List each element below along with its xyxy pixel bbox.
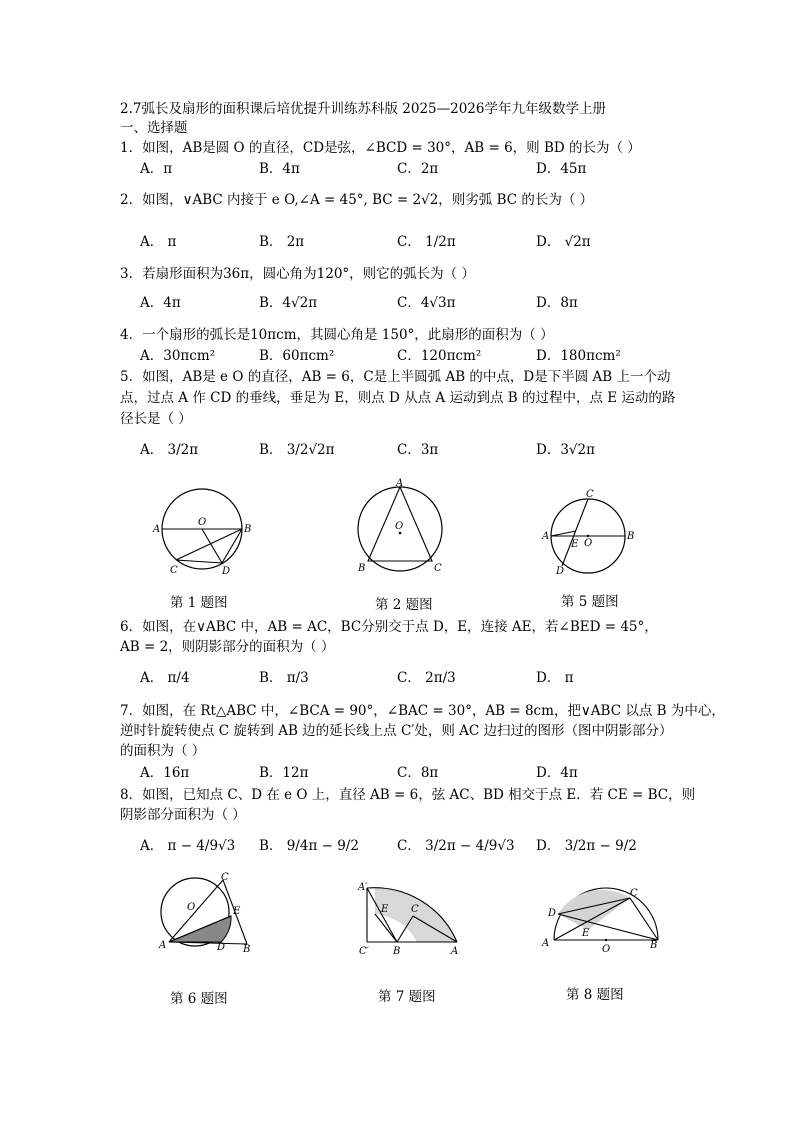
fig5-label-a: A: [542, 531, 550, 542]
q1-option-c: C．2π: [397, 161, 439, 177]
q5-option-a: A． 3/2π: [140, 442, 199, 458]
fig7-label-a-prime: A′: [358, 882, 368, 893]
fig1-label-c: C: [170, 565, 178, 576]
fig5-label-b: B: [627, 531, 635, 542]
question-7-line-3: 的面积为（ ）: [120, 743, 206, 759]
q8-option-a: A． π − 4/9√3: [140, 838, 236, 854]
question-5-line-3: 径长是（ ）: [120, 411, 192, 427]
fig6-label-c: C: [221, 872, 229, 883]
fig8-label-e: E: [582, 928, 590, 939]
q1-option-d: D．45π: [536, 161, 587, 177]
q6-option-b: B． π/3: [259, 670, 309, 686]
question-7-line-1: 7．如图，在 Rt△ABC 中，∠BCA = 90°，∠BAC = 30°，AB = 8cm，把∨ABC 以点 B 为中心，: [120, 703, 725, 719]
section-heading: 一、选择题: [120, 120, 188, 136]
q5-option-b: B． 3/2√2π: [259, 442, 335, 458]
q7-option-a: A．16π: [140, 765, 190, 781]
figure-7-caption: 第 7 题图: [378, 989, 436, 1005]
fig6-label-d: D: [217, 942, 226, 953]
fig1-label-o: O: [198, 517, 207, 528]
q4-option-d: D．180πcm²: [536, 348, 621, 364]
q1-option-a: A．π: [140, 161, 173, 177]
question-3-text: 3．若扇形面积为36π，圆心角为120°，则它的弧长为（ ）: [120, 266, 475, 282]
fig6-label-a: A: [159, 940, 167, 951]
figure-8: [540, 890, 660, 958]
figure-6: [155, 872, 255, 955]
q5-option-d: D．3√2π: [536, 442, 595, 458]
figure-5-caption: 第 5 题图: [561, 594, 619, 610]
fig2-label-b: B: [358, 563, 366, 574]
fig2-label-c: C: [434, 563, 442, 574]
q8-option-d: D． 3/2π − 9/2: [536, 838, 637, 854]
fig5-label-d: D: [556, 566, 565, 577]
page-title: 2.7弧长及扇形的面积课后培优提升训练苏科版 2025—2026学年九年级数学上册: [120, 101, 606, 117]
fig1-label-a: A: [153, 524, 161, 535]
question-5-line-1: 5．如图，AB是 e O 的直径，AB = 6，C是上半圆弧 AB 的中点，D是下半圆 AB 上一个动: [120, 369, 671, 385]
q4-option-a: A．30πcm²: [140, 348, 216, 364]
q1-option-b: B．4π: [259, 161, 300, 177]
figure-8-caption: 第 8 题图: [566, 987, 624, 1003]
q4-option-b: B．60πcm²: [259, 348, 335, 364]
fig2-label-a: A: [396, 478, 404, 489]
figure-1-caption: 第 1 题图: [170, 595, 228, 611]
fig1-label-b: B: [244, 524, 252, 535]
q2-option-b: B． 2π: [259, 234, 305, 250]
figure-1: [150, 488, 260, 580]
q6-option-d: D． π: [536, 670, 574, 686]
q2-option-c: C． 1/2π: [397, 234, 456, 250]
figure-6-caption: 第 6 题图: [170, 991, 228, 1007]
question-5-line-2: 点，过点 A 作 CD 的垂线，垂足为 E，则点 D 从点 A 运动到点 B 的过程中，点 E 运动的路: [120, 390, 676, 406]
q2-option-a: A． π: [140, 234, 177, 250]
q6-option-c: C． 2π/3: [397, 670, 456, 686]
q6-option-a: A． π/4: [140, 670, 190, 686]
q3-option-a: A．4π: [140, 295, 181, 311]
fig8-label-d: D: [548, 908, 557, 919]
q2-option-d: D． √2π: [536, 234, 591, 250]
q3-option-c: C．4√3π: [397, 295, 456, 311]
figure-2: [350, 478, 450, 579]
q3-option-d: D．8π: [536, 295, 578, 311]
fig7-label-c: C: [411, 904, 419, 915]
question-1-text: 1．如图，AB是圆 O 的直径，CD是弦，∠BCD = 30°，AB = 6，则 BD 的长为（ ）: [120, 140, 641, 156]
fig5-label-o: O: [584, 538, 593, 549]
figure-5: [540, 488, 640, 578]
fig6-label-b: B: [243, 944, 251, 955]
q7-option-b: B．12π: [259, 765, 309, 781]
question-2-text: 2．如图，∨ABC 内接于 e O,∠A = 45°, BC = 2√2，则劣弧 BC 的长为（ ）: [120, 192, 594, 208]
q5-option-c: C．3π: [397, 442, 439, 458]
fig7-label-e: E: [381, 904, 389, 915]
fig8-label-o: O: [602, 944, 611, 955]
fig7-label-c-prime: C′: [359, 946, 369, 957]
q8-option-c: C． 3/2π − 4/9√3: [397, 838, 515, 854]
question-8-line-2: 阴影部分面积为（ ）: [120, 807, 246, 823]
question-4-text: 4．一个扇形的弧长是10πcm，其圆心角是 150°，此扇形的面积为（ ）: [120, 327, 554, 343]
question-6-line-2: AB = 2，则阴影部分的面积为（ ）: [120, 639, 335, 655]
q7-option-c: C．8π: [397, 765, 439, 781]
q8-option-b: B． 9/4π − 9/2: [259, 838, 359, 854]
fig8-label-b: B: [650, 940, 658, 951]
fig7-label-a: A: [451, 946, 459, 957]
question-8-line-1: 8．如图，已知点 C、D 在 e O 上，直径 AB = 6，弦 AC、BD 相交于点 E．若 CE = BC，则: [120, 787, 696, 803]
fig6-label-o: O: [187, 902, 196, 913]
fig8-label-c: C: [630, 888, 638, 899]
question-7-line-2: 逆时针旋转使点 C 旋转到 AB 边的延长线上点 C′处，则 AC 边扫过的图形（图中阴影部分）: [120, 723, 673, 739]
fig5-label-c: C: [586, 489, 594, 500]
figure-2-caption: 第 2 题图: [375, 597, 433, 613]
question-6-line-1: 6．如图，在∨ABC 中，AB = AC，BC分别交于点 D，E，连接 AE，若∠BED = 45°，: [120, 619, 658, 635]
q3-option-b: B．4√2π: [259, 295, 318, 311]
fig5-label-e: E: [571, 539, 579, 550]
fig7-label-b: B: [393, 946, 401, 957]
fig2-label-o: O: [395, 521, 404, 532]
fig8-label-a: A: [542, 938, 550, 949]
figure-7: [355, 880, 465, 960]
fig6-label-e: E: [233, 906, 241, 917]
q4-option-c: C．120πcm²: [397, 348, 482, 364]
fig1-label-d: D: [222, 566, 231, 577]
q7-option-d: D．4π: [536, 765, 578, 781]
